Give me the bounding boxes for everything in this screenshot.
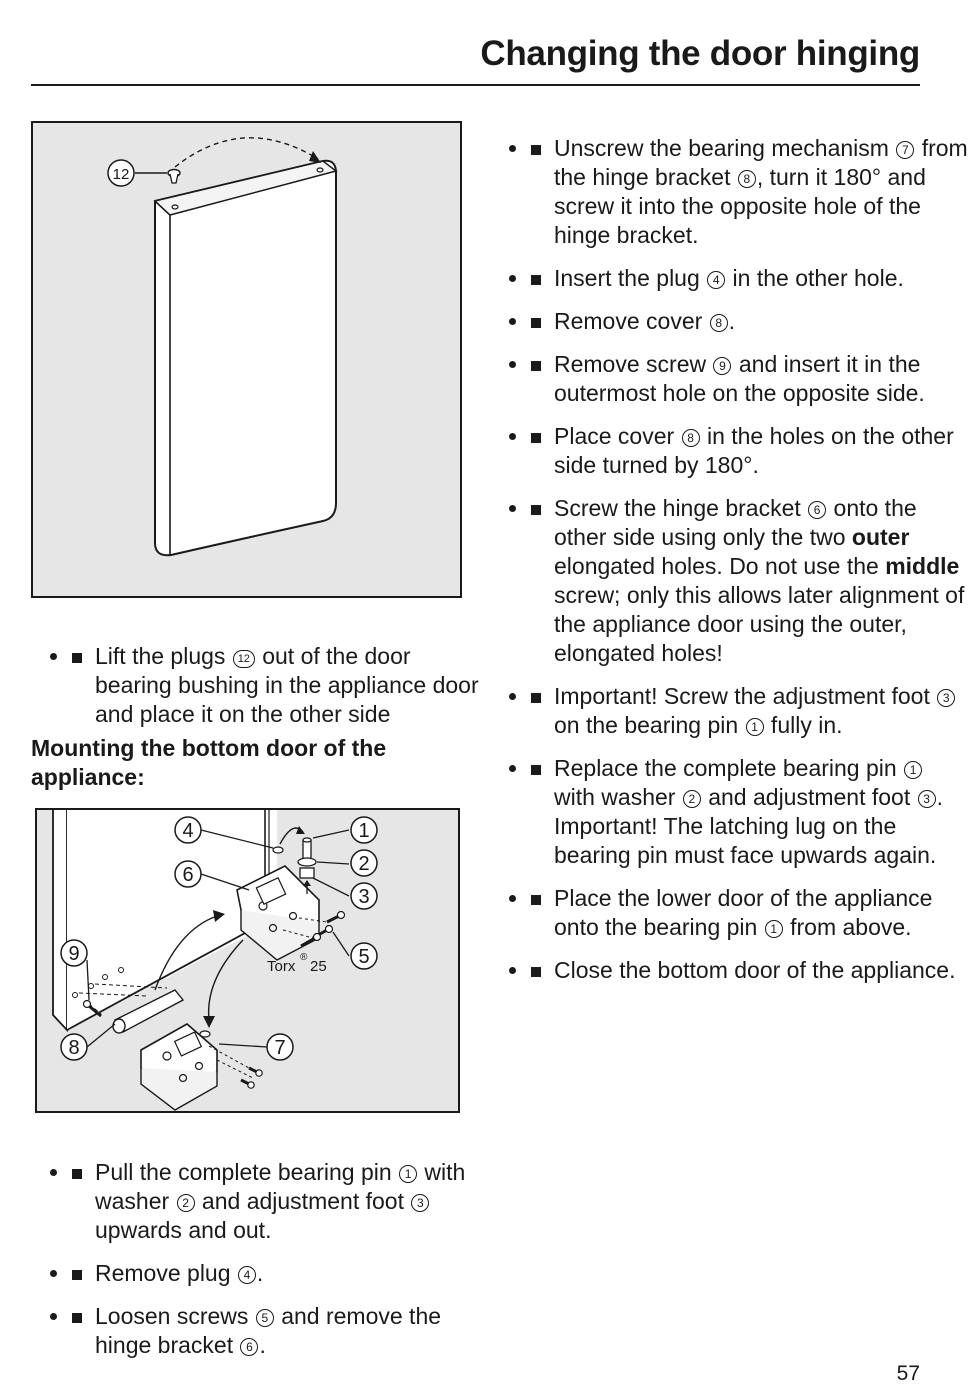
bullet-square-icon xyxy=(531,145,541,155)
step-text: Important! Screw the adjustment foot xyxy=(554,683,937,709)
step-text: with washer xyxy=(554,784,682,810)
step-item xyxy=(71,1158,501,1245)
step-text: screw; only this allows later alignment of the appliance door using the outer, elongated holes! xyxy=(554,582,965,666)
plug-12 xyxy=(168,170,180,184)
step-text: elongated holes. Do not use the xyxy=(554,553,886,579)
bullet-square-icon xyxy=(531,275,541,285)
step-item xyxy=(71,1302,501,1360)
callout-9: 9 xyxy=(68,943,80,965)
step-text: . xyxy=(728,308,736,334)
bullet-square-icon xyxy=(531,505,541,515)
bullet-square-icon xyxy=(72,1169,82,1179)
left-steps-a xyxy=(31,642,491,743)
step-text: Unscrew the bearing mechanism xyxy=(554,135,896,161)
callout-7: 7 xyxy=(274,1037,286,1059)
part-number-3: 3 xyxy=(918,790,936,808)
door-plug-illustration xyxy=(31,121,462,598)
step-text: from above. xyxy=(783,914,912,940)
step-text: fully in. xyxy=(764,712,843,738)
step-text: Remove screw xyxy=(554,351,713,377)
callout-4: 4 xyxy=(182,820,194,842)
section-heading: Mounting the bottom door of the appliance: xyxy=(31,735,387,790)
step-text: . xyxy=(256,1260,264,1286)
callout-3: 3 xyxy=(358,886,370,908)
page-number: 57 xyxy=(896,1362,920,1385)
part-number-4: 4 xyxy=(238,1266,256,1284)
step-item xyxy=(530,307,970,336)
step-text: in the holes on the other side turned by 180°. xyxy=(554,423,954,478)
step-item xyxy=(71,642,491,729)
part-number-8: 8 xyxy=(710,314,728,332)
step-item xyxy=(530,956,970,985)
part-number-4: 4 xyxy=(707,271,725,289)
step-text: Insert the plug xyxy=(554,265,707,291)
part-number-7: 7 xyxy=(896,141,914,159)
step-text: on the bearing pin xyxy=(554,712,745,738)
step-text: Replace the complete bearing pin xyxy=(554,755,904,781)
step-text: Screw the hinge bracket xyxy=(554,495,808,521)
step-text: . xyxy=(259,1332,266,1358)
bullet-square-icon xyxy=(531,318,541,328)
step-text: Pull the complete bearing pin xyxy=(95,1159,399,1185)
step-text: out of the door bearing bushing in the appliance door and place it on the other side xyxy=(95,643,479,727)
emphasis-text: middle xyxy=(885,553,960,579)
callout-12: 12 xyxy=(112,166,130,183)
bullet-square-icon xyxy=(531,895,541,905)
bullet-square-icon xyxy=(72,653,82,663)
bearing-mechanism-7 xyxy=(141,1024,217,1110)
part-number-8: 8 xyxy=(738,170,756,188)
step-text: Loosen screws xyxy=(95,1303,255,1329)
callout-1: 1 xyxy=(358,820,370,842)
step-text: Remove plug xyxy=(95,1260,237,1286)
part-number-9: 9 xyxy=(713,357,731,375)
part-number-12: 12 xyxy=(233,650,255,668)
part-number-1: 1 xyxy=(904,761,922,779)
part-number-8: 8 xyxy=(682,429,700,447)
step-item xyxy=(530,350,970,408)
page-title: Changing the door hinging xyxy=(480,34,920,73)
part-number-2: 2 xyxy=(683,790,701,808)
step-text: onto the other side using only the two xyxy=(554,495,917,550)
step-text: and adjustment foot xyxy=(701,784,917,810)
part-number-1: 1 xyxy=(746,718,764,736)
step-item xyxy=(530,754,970,870)
part-number-3: 3 xyxy=(937,689,955,707)
bullet-square-icon xyxy=(72,1270,82,1280)
step-item xyxy=(530,884,970,942)
step-item xyxy=(71,1259,501,1288)
step-text: and adjustment foot xyxy=(195,1188,411,1214)
bullet-square-icon xyxy=(531,361,541,371)
callout-5: 5 xyxy=(358,946,370,968)
bullet-square-icon xyxy=(72,1313,82,1323)
emphasis-text: outer xyxy=(851,524,910,550)
step-item xyxy=(530,494,970,668)
part-number-2: 2 xyxy=(177,1194,195,1212)
part-number-3: 3 xyxy=(411,1194,429,1212)
step-item xyxy=(530,134,970,250)
bottom-hinge-illustration xyxy=(35,808,460,1113)
bullet-square-icon xyxy=(531,433,541,443)
torx-size: 25 xyxy=(310,958,327,975)
step-text: upwards and out. xyxy=(95,1217,272,1243)
part-number-6: 6 xyxy=(240,1338,258,1356)
part-number-1: 1 xyxy=(399,1165,417,1183)
callout-6: 6 xyxy=(182,864,194,886)
step-text: Place cover xyxy=(554,423,681,449)
bullet-square-icon xyxy=(531,765,541,775)
step-text: Lift the plugs xyxy=(95,643,232,669)
step-text: in the other hole. xyxy=(726,265,904,291)
step-item xyxy=(530,264,970,293)
registered-mark: ® xyxy=(300,952,308,963)
step-text: Remove cover xyxy=(554,308,709,334)
step-text: , turn it 180° and screw it into the opposite hole of the hinge bracket. xyxy=(554,164,926,248)
part-number-1: 1 xyxy=(765,920,783,938)
title-rule xyxy=(31,84,920,86)
step-item xyxy=(530,422,970,480)
step-text: . Important! The latching lug on the bearing pin must face upwards again. xyxy=(554,784,944,868)
part-number-6: 6 xyxy=(808,501,826,519)
right-steps xyxy=(490,134,970,999)
callout-8: 8 xyxy=(68,1037,80,1059)
callout-2: 2 xyxy=(358,853,370,875)
torx-label: Torx xyxy=(267,958,296,975)
bullet-square-icon xyxy=(531,693,541,703)
step-text: and insert it in the outermost hole on the opposite side. xyxy=(554,351,925,406)
step-text: with washer xyxy=(95,1159,466,1214)
bullet-square-icon xyxy=(531,967,541,977)
part-number-5: 5 xyxy=(256,1309,274,1327)
step-text: and remove the hinge bracket xyxy=(95,1303,442,1358)
step-text: from the hinge bracket xyxy=(554,135,968,190)
step-item xyxy=(530,682,970,740)
step-text: Close the bottom door of the appliance. xyxy=(554,957,956,983)
left-steps-b xyxy=(31,1158,501,1374)
step-text: Place the lower door of the appliance onto the bearing pin xyxy=(554,885,933,940)
